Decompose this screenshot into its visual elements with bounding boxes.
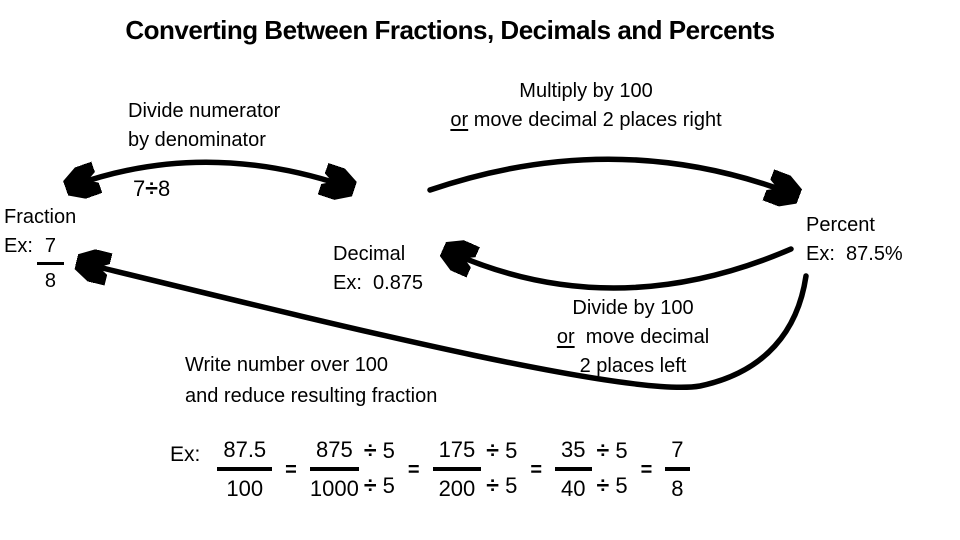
equals-sign: = bbox=[407, 458, 420, 481]
equals-sign: = bbox=[285, 458, 297, 481]
percent-example: Ex: 87.5% bbox=[806, 243, 903, 265]
equation-step-2 bbox=[433, 436, 518, 503]
decimal-to-percent-label bbox=[430, 77, 742, 135]
fraction-example-denominator: 8 bbox=[44, 270, 57, 292]
example-numerator: 7 bbox=[133, 176, 146, 201]
fraction-to-decimal-example bbox=[133, 174, 170, 203]
percent-to-fraction-line2: and reduce resulting fraction bbox=[185, 385, 438, 407]
equals-sign: = bbox=[530, 458, 543, 481]
divide-sign-icon: ÷ bbox=[486, 437, 499, 463]
fraction-example bbox=[4, 232, 76, 296]
step-numerator: 35 bbox=[555, 436, 591, 471]
decimal-label: Decimal bbox=[333, 243, 406, 265]
divide-sign-icon: ÷ bbox=[145, 175, 158, 201]
percent-to-decimal-line1: Divide by 100 bbox=[572, 297, 694, 319]
step-denominator: 40 bbox=[561, 476, 586, 501]
numerator-divisor: ÷ 5 bbox=[363, 437, 395, 463]
fraction-node bbox=[4, 203, 76, 296]
fraction-example-numerator: 7 bbox=[37, 232, 64, 265]
fraction-example-prefix: Ex: bbox=[4, 235, 33, 257]
reduction-equation bbox=[170, 436, 690, 503]
percent-to-decimal-label bbox=[545, 294, 721, 381]
percent-label: Percent bbox=[806, 214, 875, 236]
fraction-to-decimal-label bbox=[128, 97, 280, 155]
decimal-node bbox=[333, 240, 423, 298]
equation-step-1 bbox=[310, 436, 395, 503]
percent-decimal-arrow bbox=[452, 249, 791, 288]
denominator-divisor: ÷ 5 bbox=[486, 472, 518, 498]
percent-node bbox=[806, 211, 903, 269]
numerator-divisor: ÷ 5 bbox=[486, 437, 518, 463]
fraction-example-value bbox=[37, 232, 64, 296]
numerator-divisor: ÷ 5 bbox=[596, 437, 628, 463]
step-denominator: 100 bbox=[226, 476, 264, 501]
divide-sign-icon: ÷ bbox=[486, 472, 499, 498]
fraction-decimal-arrow bbox=[75, 162, 345, 186]
decimal-to-percent-line1: Multiply by 100 bbox=[519, 80, 653, 102]
equals-sign: = bbox=[640, 458, 653, 481]
step-numerator: 875 bbox=[310, 436, 359, 471]
percent-to-fraction-line1: Write number over 100 bbox=[185, 354, 389, 376]
decimal-percent-arrow bbox=[430, 159, 790, 193]
percent-to-decimal-line2: or move decimal bbox=[556, 326, 710, 348]
denominator-divisor: ÷ 5 bbox=[363, 472, 395, 498]
fraction-label: Fraction bbox=[4, 206, 77, 228]
step-denominator: 200 bbox=[438, 476, 476, 501]
divide-sign-icon: ÷ bbox=[363, 472, 377, 498]
decimal-to-percent-line2: or move decimal 2 places right bbox=[450, 109, 722, 131]
step-numerator: 175 bbox=[433, 436, 482, 471]
equation-step-3 bbox=[555, 436, 628, 503]
decimal-example: Ex: 0.875 bbox=[333, 272, 424, 294]
divide-sign-icon: ÷ bbox=[596, 437, 610, 463]
equation-prefix: Ex: bbox=[170, 442, 201, 466]
percent-to-fraction-label bbox=[185, 350, 437, 412]
step-numerator: 87.5 bbox=[217, 436, 272, 471]
divide-sign-icon: ÷ bbox=[363, 437, 377, 463]
denominator-divisor: ÷ 5 bbox=[596, 472, 628, 498]
step-numerator: 7 bbox=[665, 436, 689, 471]
page-title: Converting Between Fractions, Decimals and Percents bbox=[125, 15, 775, 45]
example-denominator: 8 bbox=[157, 176, 171, 201]
divide-sign-icon: ÷ bbox=[596, 472, 610, 498]
equation-step-0 bbox=[217, 436, 272, 503]
fraction-to-decimal-line1: Divide numerator bbox=[128, 100, 281, 122]
equation-step-4 bbox=[665, 436, 689, 503]
fraction-to-decimal-line2: by denominator bbox=[128, 129, 266, 151]
percent-to-decimal-line3: 2 places left bbox=[579, 355, 687, 377]
or-word: or bbox=[450, 109, 469, 131]
or-word: or bbox=[556, 326, 575, 348]
step-denominator: 1000 bbox=[309, 476, 359, 501]
step-denominator: 8 bbox=[671, 476, 684, 501]
